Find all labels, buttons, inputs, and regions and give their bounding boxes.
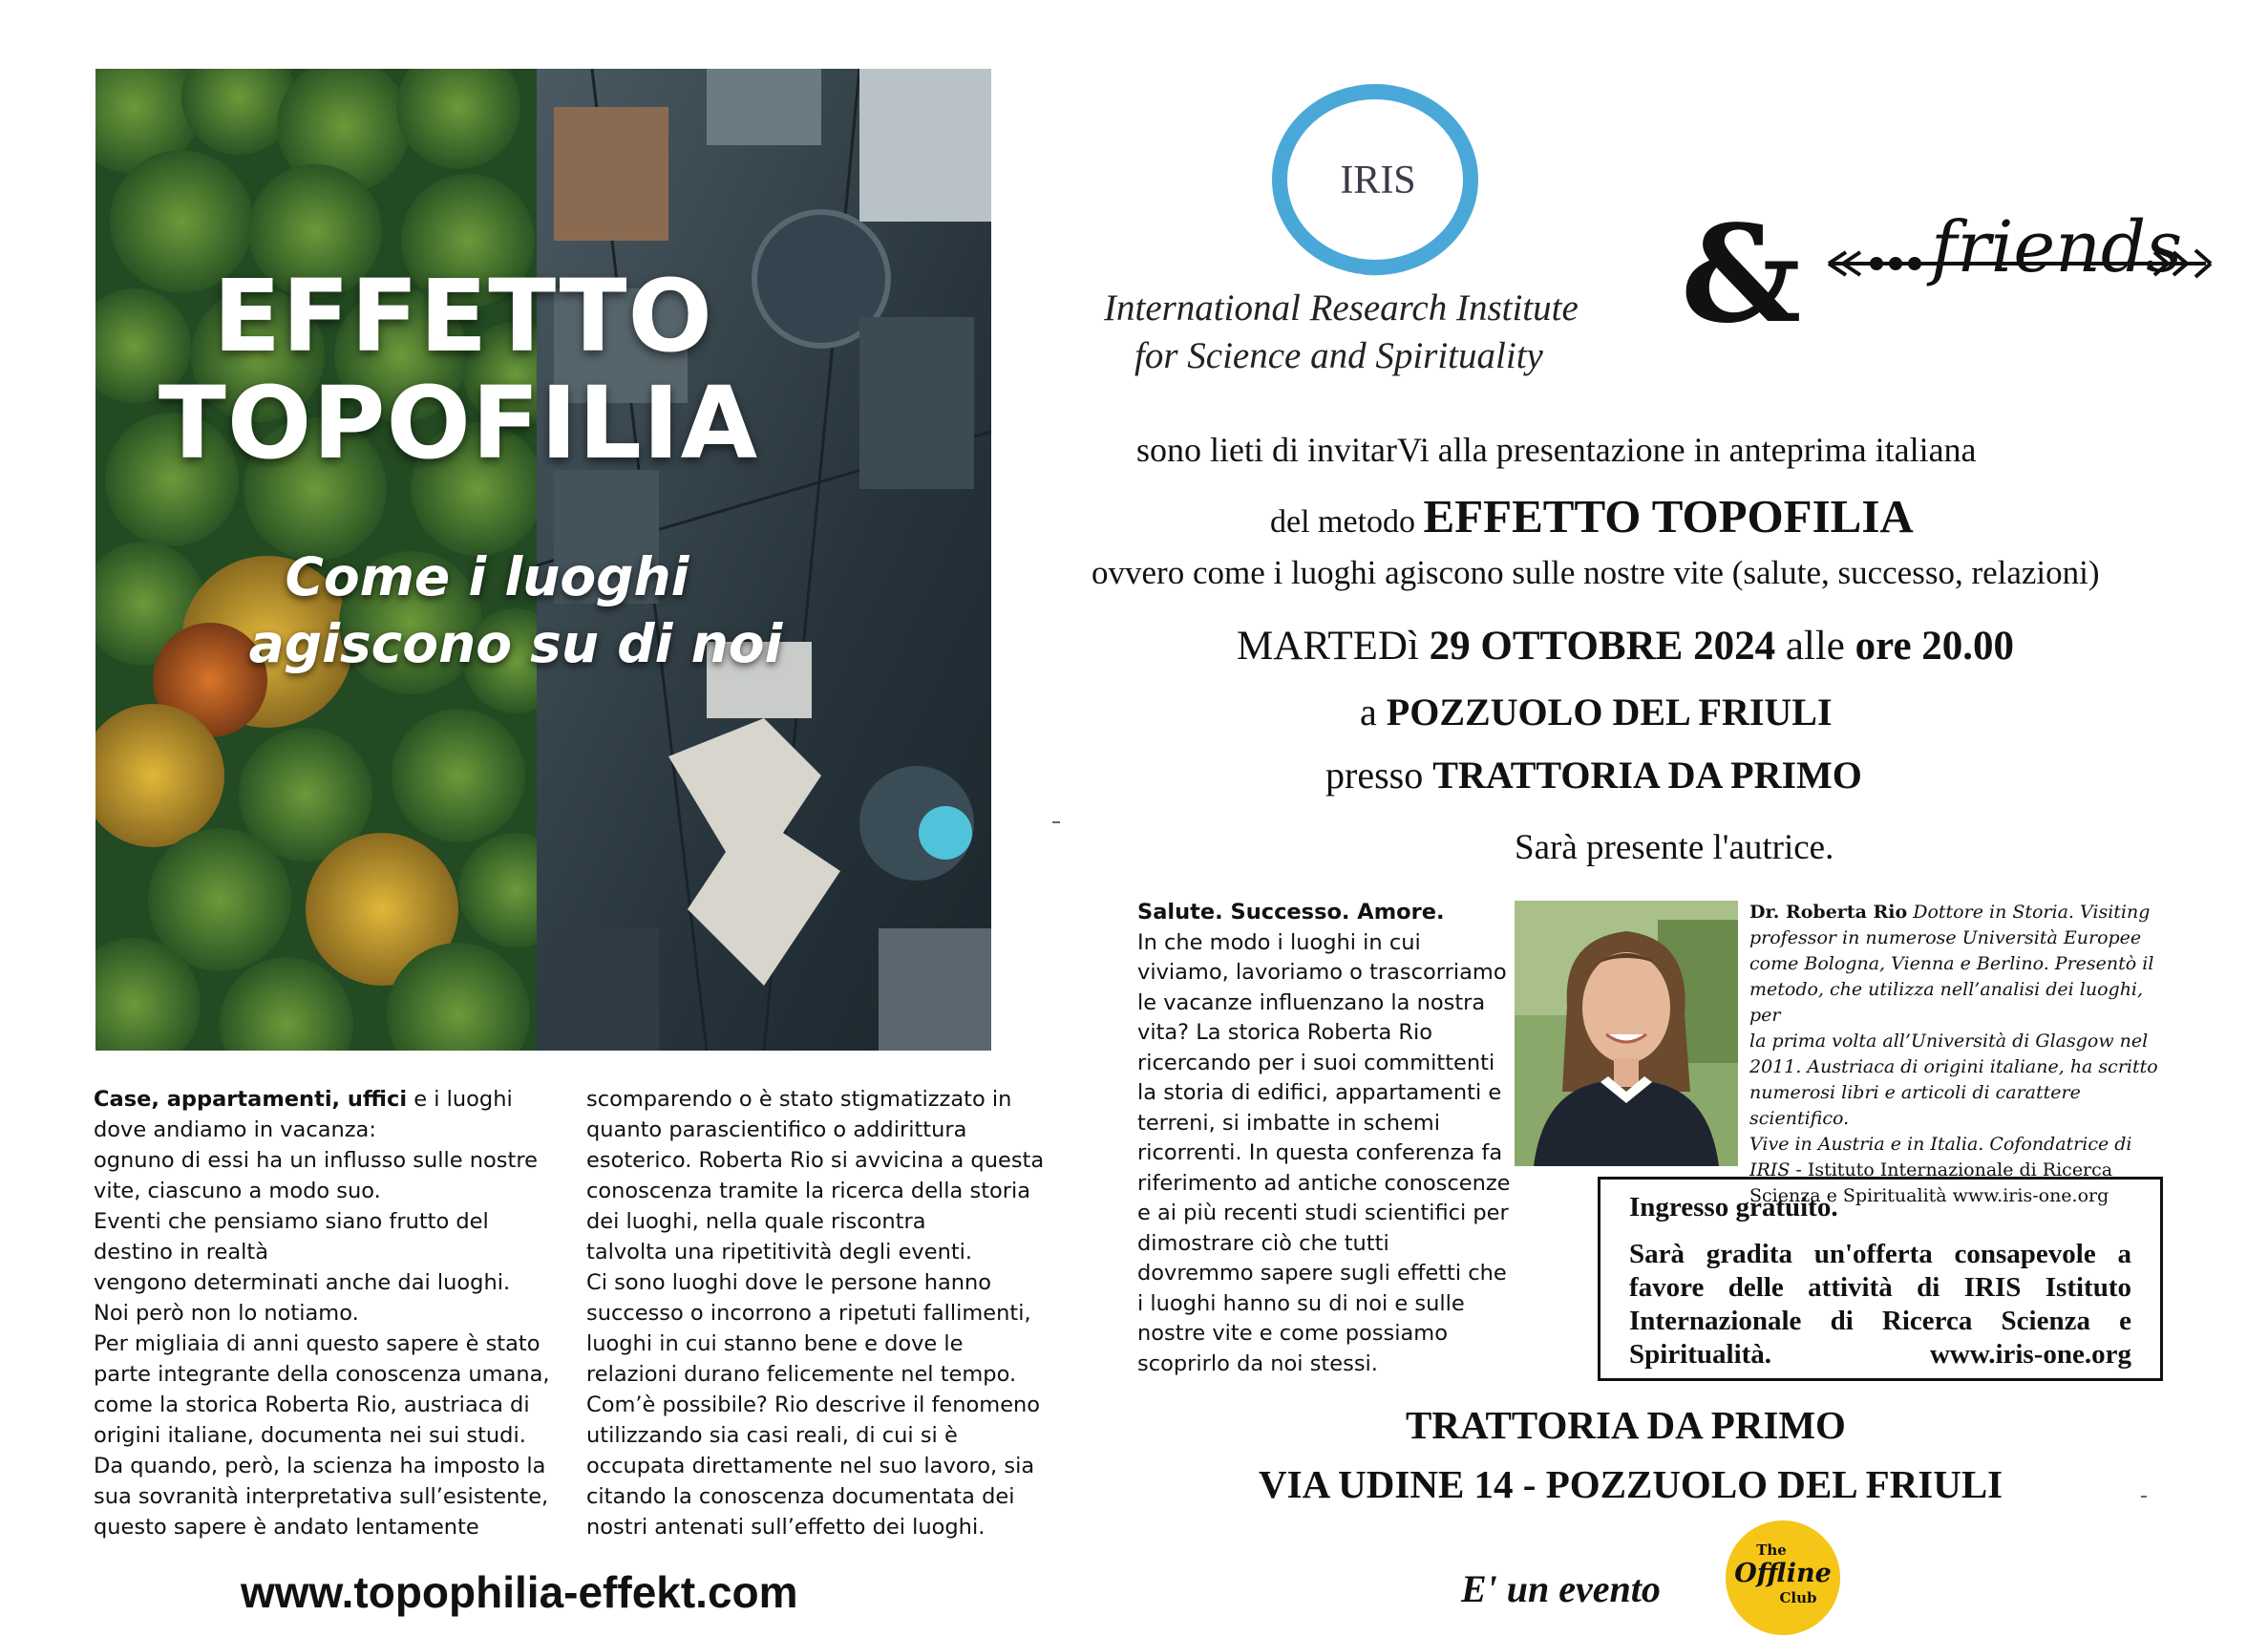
text-line: dei luoghi, nella quale riscontra (586, 1209, 926, 1234)
offline-logo-offline: Offline (1734, 1559, 1832, 1588)
author-bio (1749, 900, 2170, 1209)
text-line: occupata direttamente nel suo lavoro, sia (586, 1454, 1035, 1478)
event-by-label: E' un evento (1461, 1567, 1661, 1610)
text-line: quanto parascientifico o addirittura (586, 1117, 967, 1142)
venue-address: VIA UDINE 14 - POZZUOLO DEL FRIULI (1259, 1462, 2003, 1506)
column-1-lead (94, 1084, 562, 1115)
entry-title: Ingresso gratuito. (1629, 1192, 1838, 1222)
bio-line: Vive in Austria e in Italia. Cofondatrice di (1749, 1134, 2132, 1155)
place-prefix: a (1360, 691, 1387, 733)
description-column-2 (586, 1084, 1064, 1542)
text-line: origini italiane, documenta nei sui studi. (94, 1423, 526, 1448)
bio-line: come Bologna, Vienna e Berlino. Presentò il (1749, 953, 2154, 974)
text-line: dove andiamo in vacanza: (94, 1117, 376, 1142)
cover-subtitle-line-2: agiscono su di noi (248, 613, 783, 674)
friends-word: friends (1931, 206, 2183, 288)
lead-rest: e i luoghi (407, 1087, 513, 1112)
ampersand-mark: & (1681, 197, 1802, 353)
entry-line (1629, 1338, 2131, 1371)
venue-name: TRATTORIA DA PRIMO (1406, 1403, 1846, 1447)
text-line: Com’è possibile? Rio descrive il fenomeno (586, 1393, 1041, 1417)
bio-iris-rest: - Istituto Internazionale di Ricerca (1790, 1159, 2113, 1180)
decorative-dash (1052, 821, 1060, 823)
text-line: successo o incorrono a ripetuti fallimenti, (586, 1301, 1031, 1326)
text-line: utilizzando sia casi reali, di cui si è (586, 1423, 958, 1448)
text-line: viviamo, lavoriamo o trascorriamo (1137, 960, 1507, 985)
place-value: POZZUOLO DEL FRIULI (1386, 691, 1833, 733)
text-line: le vacanze influenzano la nostra (1137, 989, 1486, 1015)
text-line: Eventi che pensiamo siano frutto del (94, 1209, 489, 1234)
method-name: EFFETTO TOPOFILIA (1423, 490, 1914, 542)
text-line: scomparendo o è stato stigmatizzato in (586, 1087, 1012, 1112)
event-date (1237, 623, 2014, 670)
author-name: Dr. Roberta Rio (1749, 902, 1908, 923)
method-description: ovvero come i luoghi agiscono sulle nostre vite (salute, successo, relazioni) (1092, 554, 2100, 591)
summary-text (1137, 898, 1548, 1379)
text-line: destino in realtà (94, 1240, 269, 1265)
text-line: talvolta una ripetitività degli eventi. (586, 1240, 973, 1265)
institute-name-line-2: for Science and Spirituality (1134, 335, 1543, 376)
bio-line: Scienza e Spiritualità www.iris-one.org (1749, 1185, 2109, 1206)
bio-line: numerosi libri e articoli di carattere scientifico. (1749, 1082, 2081, 1129)
text-line: sua sovranità interpretativa sull’esistente, (94, 1484, 549, 1509)
text-line: ognuno di essi ha un influsso sulle nostre (94, 1148, 538, 1173)
method-prefix: del metodo (1270, 504, 1424, 540)
bio-line: metodo, che utilizza nell’analisi dei luoghi, per (1749, 979, 2144, 1026)
author-photo (1515, 901, 1738, 1166)
event-venue (1325, 753, 1862, 797)
summary-heading-text: Salute. Successo. Amore. (1137, 900, 1445, 925)
bio-title: Dottore in Storia. Visiting (1907, 902, 2151, 923)
text-line: vite, ciascuno a modo suo. (94, 1179, 381, 1203)
date-prefix: MARTEDì (1237, 624, 1430, 669)
text-line: vengono determinati anche dai luoghi. (94, 1270, 511, 1295)
text-line: questo sapere è andato lentamente (94, 1515, 479, 1540)
time-value: ore 20.00 (1855, 624, 2015, 669)
offline-logo-the: The (1756, 1541, 1787, 1559)
bio-iris: IRIS (1749, 1159, 1791, 1180)
text-line: terreni, si imbatte in schemi (1137, 1110, 1440, 1136)
offline-logo-club: Club (1779, 1589, 1817, 1606)
iris-logo-text: IRIS (1340, 159, 1416, 202)
text-line: scoprirlo da noi stessi. (1137, 1350, 1378, 1376)
entry-line: Sarà gradita un'offerta consapevole a (1629, 1239, 2131, 1269)
entry-line-left: Spiritualità. (1629, 1339, 1772, 1370)
text-line: i luoghi hanno su di noi e sulle (1137, 1290, 1465, 1316)
entry-line: favore delle attività di IRIS Istituto (1629, 1272, 2131, 1303)
bio-line (1749, 900, 2170, 925)
author-note: Sarà presente l'autrice. (1515, 828, 1834, 867)
lead-bold: Case, appartamenti, uffici (94, 1087, 408, 1112)
description-column-1 (94, 1084, 562, 1542)
text-line: la storia di edifici, appartamenti e (1137, 1080, 1502, 1105)
invitation-line: sono lieti di invitarVi alla presentazione in anteprima italiana (1136, 431, 1977, 469)
cover-title-line-1: EFFETTO (213, 258, 713, 374)
offline-club-logo (1724, 1519, 1842, 1637)
text-line: ricercando per i suoi committenti (1137, 1050, 1495, 1075)
bio-line: la prima volta all’Università di Glasgow nel (1749, 1031, 2149, 1052)
iris-website-link[interactable]: www.iris-one.org (1929, 1339, 2131, 1370)
text-line: e ai più recenti studi scientifici per (1137, 1201, 1509, 1225)
text-line: Per migliaia di anni questo sapere è stato (94, 1331, 541, 1356)
topophilia-website-link[interactable]: www.topophilia-effekt.com (241, 1567, 798, 1617)
institute-name-line-1: International Research Institute (1104, 287, 1579, 329)
cover-title-line-2: TOPOFILIA (158, 365, 759, 481)
text-line: nostre vite e come possiamo (1137, 1321, 1448, 1346)
text-line: conoscenza tramite la ricerca della storia (586, 1179, 1031, 1203)
book-cover (95, 69, 991, 1051)
venue-value: TRATTORIA DA PRIMO (1432, 754, 1862, 797)
cover-subtitle-line-1: Come i luoghi (285, 546, 689, 607)
text-line: esoterico. Roberta Rio si avvicina a questa (586, 1148, 1045, 1173)
text-line: come la storica Roberta Rio, austriaca di (94, 1393, 530, 1417)
summary-heading (1137, 898, 1548, 928)
method-line (1270, 489, 1914, 543)
text-line: parte integrante della conoscenza umana, (94, 1362, 550, 1387)
text-line: riferimento ad antiche conoscenze (1137, 1170, 1511, 1196)
text-line: relazioni durano felicemente nel tempo. (586, 1362, 1017, 1387)
decorative-dash (2141, 1496, 2147, 1498)
bio-line: professor in numerose Università Europee (1749, 927, 2142, 948)
iris-logo (1259, 76, 1497, 296)
free-entry-box (1598, 1177, 2163, 1381)
text-line: dovremmo sapere sugli effetti che (1137, 1261, 1507, 1286)
date-value: 29 OTTOBRE 2024 (1429, 624, 1776, 669)
venue-prefix: presso (1325, 754, 1433, 797)
text-line: vita? La storica Roberta Rio (1137, 1020, 1433, 1045)
entry-line: Internazionale di Ricerca Scienza e (1629, 1306, 2131, 1336)
text-line: nostri antenati sull’effetto dei luoghi. (586, 1515, 986, 1540)
text-line: citando la conoscenza documentata dei (586, 1484, 1015, 1509)
text-line: dimostrare ciò che tutti (1137, 1230, 1389, 1256)
date-mid: alle (1775, 624, 1855, 669)
text-line: In che modo i luoghi in cui (1137, 929, 1421, 955)
text-line: Noi però non lo notiamo. (94, 1301, 359, 1326)
text-line: Ci sono luoghi dove le persone hanno (586, 1270, 992, 1295)
text-line: luoghi in cui stanno bene e dove le (586, 1331, 964, 1356)
text-line: Da quando, però, la scienza ha imposto la (94, 1454, 546, 1478)
event-place (1360, 690, 1833, 734)
text-line: ricorrenti. In questa conferenza fa (1137, 1140, 1503, 1165)
bio-line: 2011. Austriaca di origini italiane, ha scritto (1749, 1056, 2158, 1077)
